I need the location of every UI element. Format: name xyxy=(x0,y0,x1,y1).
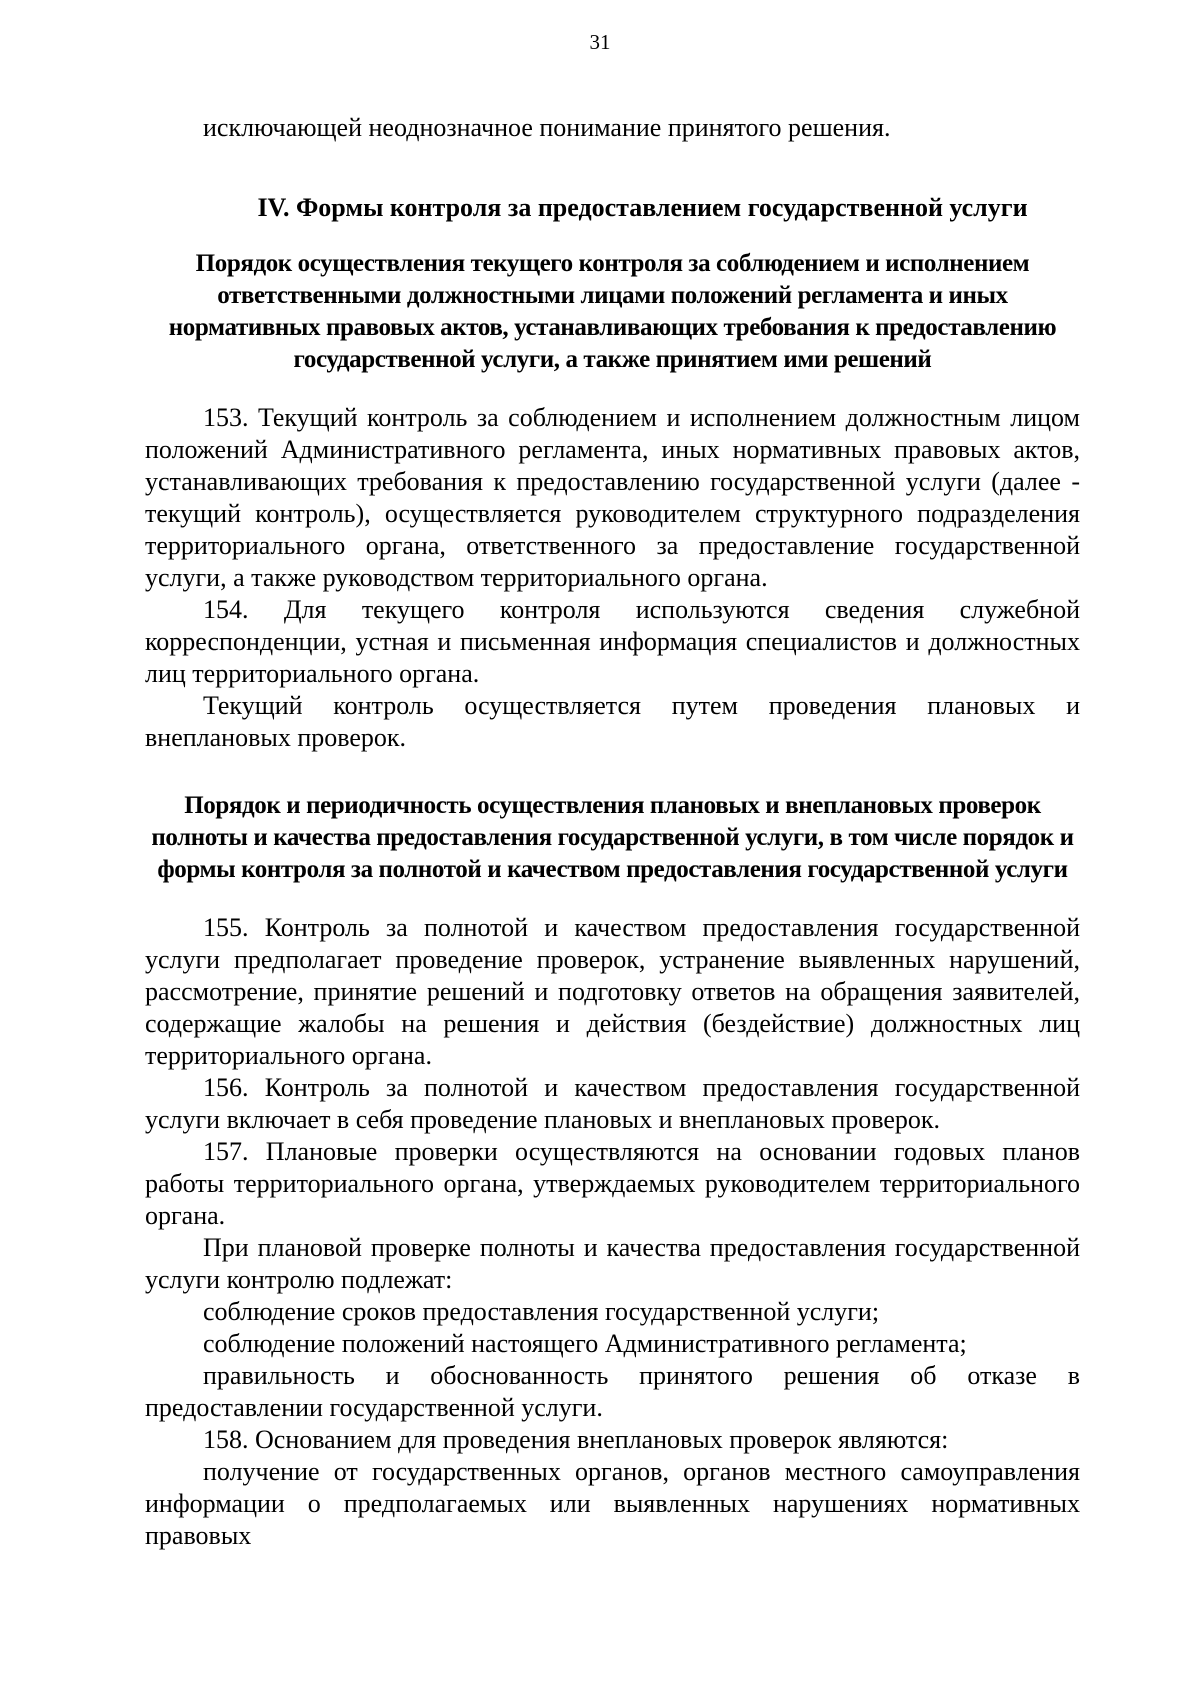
paragraph-current-control-checks: Текущий контроль осуществляется путем проведения плановых и внеплановых проверок. xyxy=(145,691,1080,752)
paragraph-153: 153. Текущий контроль за соблюдением и исполнением должностным лицом положений Административного регламента, иных нормативных правовых актов, устанавливающих требования к предоставлению государственной услуги (далее - текущий контроль), осуществляется руководителем структурного подразделения территориального органа, ответственного за предоставление государственной услуги, а также руководством территориального органа. xyxy=(145,403,1080,592)
list-item-refusal-validity: правильность и обоснованность принятого решения об отказе в предоставлении государственной услуги. xyxy=(145,1361,1080,1422)
paragraph-155: 155. Контроль за полнотой и качеством предоставления государственной услуги предполагает проведение проверок, устранение выявленных нарушений, рассмотрение, принятие решений и подготовку ответов на обращения заявителей, содержащие жалобы на решения и действия (бездействие) должностных лиц территориального органа. xyxy=(145,913,1080,1070)
lead-paragraph: исключающей неоднозначное понимание принятого решения. xyxy=(203,113,891,142)
paragraph-158: 158. Основанием для проведения внеплановых проверок являются: xyxy=(203,1425,949,1454)
paragraph-157: 157. Плановые проверки осуществляются на основании годовых планов работы территориального органа, утверждаемых руководителем территориального органа. xyxy=(145,1137,1080,1230)
paragraph-156: 156. Контроль за полнотой и качеством предоставления государственной услуги включает в себя проведение плановых и внеплановых проверок. xyxy=(145,1073,1080,1134)
section-title: IV. Формы контроля за предоставлением государственной услуги xyxy=(257,193,1028,222)
list-item-regulation-compliance: соблюдение положений настоящего Административного регламента; xyxy=(203,1329,967,1358)
page-content xyxy=(145,112,1080,1552)
list-item-deadlines: соблюдение сроков предоставления государственной услуги; xyxy=(203,1297,880,1326)
paragraph-planned-check-subjects: При плановой проверке полноты и качества предоставления государственной услуги контролю подлежат: xyxy=(145,1233,1080,1294)
page-number: 31 xyxy=(589,30,611,54)
list-item-information-received: получение от государственных органов, органов местного самоуправления информации о предполагаемых или выявленных нарушениях нормативных правовых xyxy=(145,1457,1080,1550)
subheading-current-control: Порядок осуществления текущего контроля за соблюдением и исполнением ответственными должностными лицами положений регламента и иных нормативных правовых актов, устанавливающих требования к предоставлению государственной услуги, а также принятием ими решений xyxy=(168,250,1057,373)
subheading-planned-unplanned-checks: Порядок и периодичность осуществления плановых и внеплановых проверок полноты и качества предоставления государственной услуги, в том числе порядок и формы контроля за полнотой и качеством предоставления государственной услуги xyxy=(151,792,1074,883)
paragraph-154: 154. Для текущего контроля используются сведения служебной корреспонденции, устная и письменная информация специалистов и должностных лиц территориального органа. xyxy=(145,595,1080,688)
